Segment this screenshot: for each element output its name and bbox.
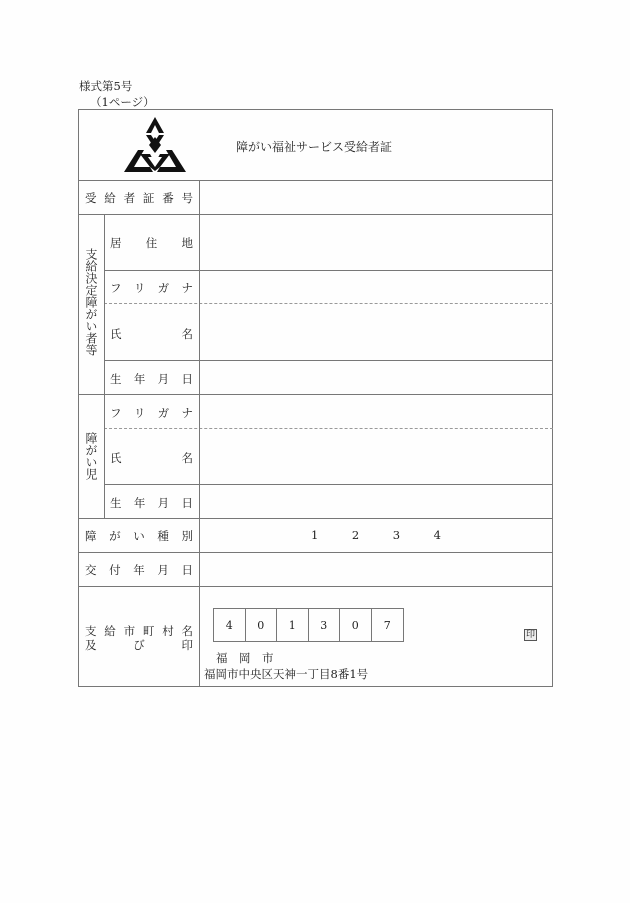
decided-person-group-label: 支給決定障がい者等 [84,248,98,356]
row-divider [78,394,553,395]
certificate-title: 障がい福祉サービス受給者証 [236,140,393,154]
code-digit: 4 [214,609,246,641]
disability-option-1[interactable]: 1 [311,528,319,542]
page-label: （1ページ） [90,95,155,109]
child-birthdate-field[interactable] [201,486,551,516]
child-furigana-field[interactable] [201,396,551,426]
municipality-label-line2: 及 び 印 [85,638,193,652]
form-number: 様式第5号 [79,79,133,93]
recipient-number-label: 受 給 者 証 番 号 [85,191,193,205]
child-furigana-label: フ リ ガ ナ [110,406,193,420]
column-divider [199,180,200,687]
address-field[interactable] [201,216,551,268]
birthdate-field[interactable] [201,362,551,392]
dashed-divider [104,428,553,429]
row-divider [104,484,553,485]
row-divider [78,518,553,519]
code-digit: 3 [309,609,341,641]
furigana-field[interactable] [201,272,551,301]
city-address: 福岡市中央区天神一丁目8番1号 [204,667,369,681]
birthdate-label: 生 年 月 日 [110,372,193,386]
row-divider [104,360,553,361]
issue-date-field[interactable] [201,554,551,584]
row-divider [78,552,553,553]
fukuoka-city-emblem-icon [124,117,186,173]
disability-option-2[interactable]: 2 [351,528,360,542]
disability-type-label: 障 が い 種 別 [85,529,193,543]
seal-icon: 印 [526,630,536,640]
child-name-field[interactable] [201,430,551,482]
address-label: 居 住 地 [110,236,193,250]
group-divider [104,214,105,518]
disability-type-options [311,528,441,542]
child-name-label: 氏 名 [110,451,193,465]
recipient-number-field[interactable] [201,182,551,212]
child-group-label: 障がい児 [84,432,98,480]
row-divider [78,586,553,587]
name-label: 氏 名 [110,327,193,341]
city-name: 福 岡 市 [216,651,274,665]
dashed-divider [104,303,553,304]
row-divider [104,270,553,271]
disability-option-4[interactable]: 4 [433,528,441,542]
name-field[interactable] [201,305,551,358]
code-digit: 7 [383,618,391,632]
municipality-label-line1: 支 給 市 町 村 名 [85,624,193,638]
child-birthdate-label: 生 年 月 日 [110,496,193,510]
code-digit: 1 [277,609,309,641]
code-digit: 0 [246,609,278,641]
code-digit: 0 [340,609,372,641]
furigana-label: フ リ ガ ナ [110,281,193,295]
issue-date-label: 交 付 年 月 日 [85,563,193,577]
municipality-code [213,608,404,642]
disability-option-3[interactable]: 3 [392,528,401,542]
row-divider [78,180,553,181]
row-divider [78,214,553,215]
